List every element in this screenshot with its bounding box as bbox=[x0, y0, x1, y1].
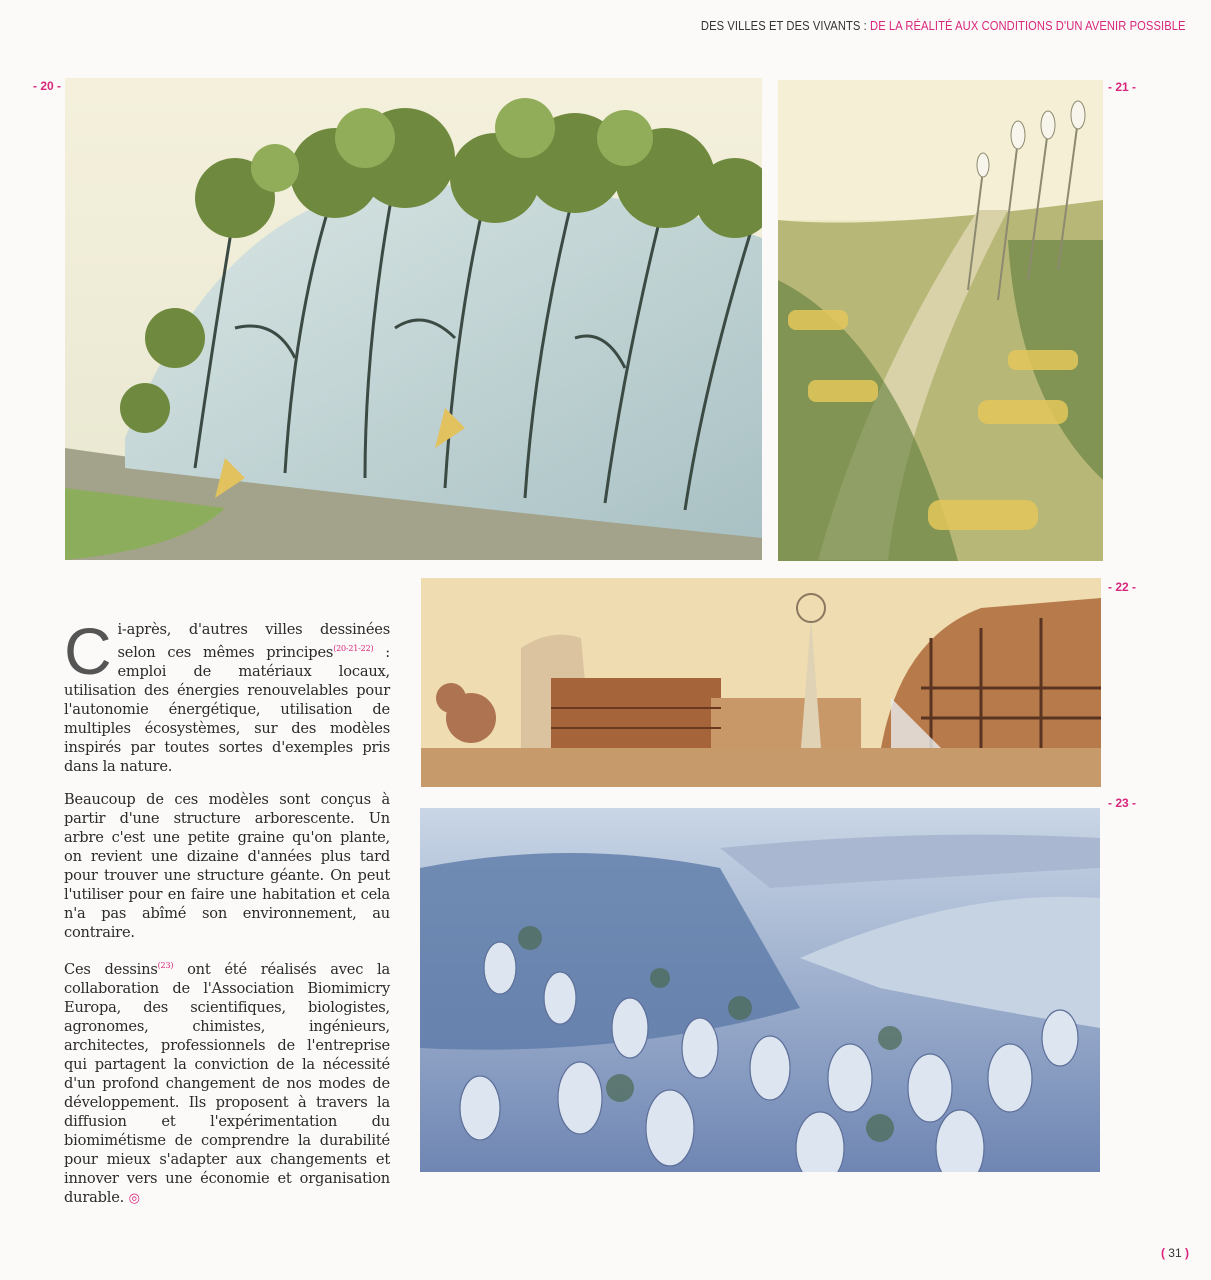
figure-number-20: - 20 - bbox=[33, 79, 62, 93]
page-number-value: 31 bbox=[1168, 1246, 1182, 1260]
body-text bbox=[64, 614, 391, 1222]
paragraph-1-text-a: i-après, d'autres villes dessinées selon ces mêmes principes bbox=[117, 621, 390, 661]
figure-reference-20-21-22: (20-21-22) bbox=[333, 644, 374, 653]
illustration-tree-city bbox=[65, 78, 762, 560]
paragraph-3-text-b: ont été réalisés avec la collaboration de l'Association Biomimicry Europa, des scientifiques, biologistes, agronomes, chimistes, ingénieurs, architectes, professionnels de l'entreprise qui partagent la conviction de la nécessité d'un profond changement de nos modes de développement. Ils proposent à travers la diffusion et l'expérimentation du biomimétisme de comprendre la durabilité pour mieux s'adapter aux changements et innover vers une économie et organisation durable. bbox=[64, 960, 390, 1206]
drop-cap: C bbox=[64, 614, 112, 688]
paragraph-3 bbox=[64, 956, 390, 1208]
header-subtitle: DE LA RÉALITÉ AUX CONDITIONS D'UN AVENIR POSSIBLE bbox=[870, 18, 1186, 33]
paragraph-2: Beaucoup de ces modèles sont conçus à partir d'une structure arborescente. Un arbre c'est une petite graine qu'on plante, on revient une dizaine d'années plus tard pour trouver une structure géante. On peut l'utiliser pour en faire une habitation et cela n'a pas abîmé son environnement, au contraire. bbox=[64, 790, 390, 941]
paragraph-1-text-b: : emploi de matériaux locaux, utilisation des énergies renouvelables pour l'autonomie énergétique, utilisation de multiples écosystèmes, sur des modèles inspirés par toutes sortes d'exemples pris dans la nature. bbox=[64, 643, 391, 775]
header-title: DES VILLES ET DES VIVANTS : bbox=[701, 18, 868, 33]
figure-number-22: - 22 - bbox=[1108, 580, 1137, 594]
figure-reference-23: (23) bbox=[157, 960, 174, 970]
illustration-aerial-city bbox=[778, 80, 1103, 561]
figure-number-21: - 21 - bbox=[1108, 80, 1137, 94]
illustration-cross-section bbox=[421, 578, 1101, 787]
figure-number-23: - 23 - bbox=[1108, 796, 1137, 810]
illustration-coastal-city bbox=[420, 808, 1100, 1172]
end-mark-icon: ◎ bbox=[128, 1190, 140, 1206]
page-number: ( 31 ) bbox=[1160, 1246, 1189, 1260]
paragraph-1 bbox=[64, 614, 391, 776]
running-header bbox=[701, 18, 1186, 33]
paragraph-3-text-a: Ces dessins bbox=[64, 960, 158, 978]
